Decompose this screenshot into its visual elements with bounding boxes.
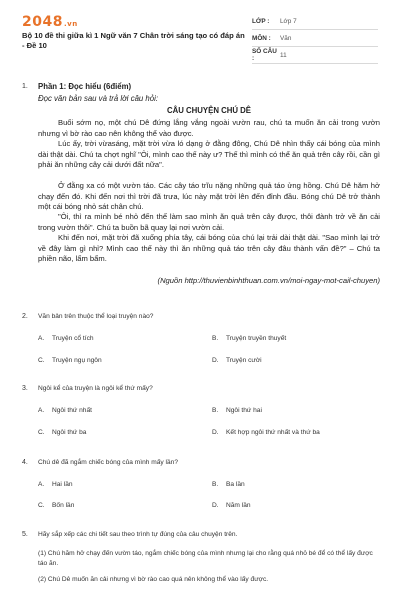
option-label: C. — [38, 357, 45, 364]
option-text: Truyện cười — [226, 357, 262, 364]
meta-key: LỚP : — [252, 17, 270, 25]
order-statement: (2) Chú Dê muốn ăn cải nhưng vì bờ rào cao quá nên không thể vào lấy được. — [38, 576, 269, 583]
story-paragraph: Lúc ấy, trời vừasáng, mặt trời vừa ló dạng ở đằng đông, Chú Dê nhìn thấy cái bóng của mình dài thật dài. Chú ta chợt nghĩ "Ôi, mình cao thế này ư? Thế thì mình có thể ăn quả trên cây rồi, cần gì phải ăn những cây cải dưới đất nữa". — [38, 139, 380, 170]
option-text: Ngôi thứ ba — [52, 429, 87, 436]
answer-option[interactable] — [38, 335, 94, 342]
site-logo[interactable] — [22, 14, 78, 30]
answer-option[interactable] — [38, 357, 102, 364]
option-label: A. — [38, 335, 45, 342]
answer-option[interactable] — [38, 481, 73, 488]
answer-option[interactable] — [212, 357, 262, 364]
option-label: D. — [212, 357, 219, 364]
option-label: D. — [212, 429, 219, 436]
story-paragraph: Ở đằng xa có một vườn táo. Các cây táo trĩu nặng những quả táo ửng hồng. Chú Dê hăm hở chạy đến đó. Khi đến nơi thì trời đã trưa, lúc này mặt trời lên đến đỉnh đầu. Bóng chú Dê trở thành một cái bóng nhỏ sát chân chú. — [38, 181, 380, 212]
question-text: Ngôi kể của truyện là ngôi kể thứ mấy? — [38, 385, 153, 392]
question-number: 5. — [22, 531, 28, 538]
question-text: Hãy sắp xếp các chi tiết sau theo trình tự đúng của câu chuyện trên. — [38, 531, 238, 538]
answer-option[interactable] — [212, 335, 286, 342]
story-paragraph: Khi đến nơi, mặt trời đã xuống phía tây, cái bóng của chú lại trải dài thật dài. "Sao mình lại trở về đây làm gì nhỉ? Mình cao thế này thì ăn những quả táo trên cây đâu thành vấn đề?" – Chú ta phiền não, lẩm bẩm. — [38, 233, 380, 264]
meta-key: MÔN : — [252, 34, 271, 42]
order-statement: (1) Chú hăm hở chạy đến vườn táo, ngắm chiếc bóng của mình nhưng lại cho rằng quá nhỏ bé để có thể lấy được táo ăn. — [38, 550, 373, 567]
question-number: 1. — [22, 83, 28, 90]
option-text: Bốn lần — [52, 502, 75, 509]
answer-option[interactable] — [212, 481, 245, 488]
option-text: Truyện truyền thuyết — [226, 335, 287, 342]
option-text: Năm lần — [226, 502, 251, 509]
question-number: 3. — [22, 385, 28, 392]
option-text: Truyện cổ tích — [52, 335, 94, 342]
story-paragraph: Buổi sớm nọ, một chú Dê đứng lắng vắng ngoài vườn rau, chú ta muốn ăn cải trong vườn nhưng vì bờ rào cao nên không thể vào được. — [38, 118, 380, 138]
option-label: B. — [212, 335, 219, 342]
option-label: A. — [38, 481, 45, 488]
option-label: A. — [38, 407, 45, 414]
option-text: Hai lần — [52, 481, 73, 488]
option-label: D. — [212, 502, 219, 509]
meta-table — [252, 13, 378, 64]
logo-suffix: .vn — [63, 20, 78, 28]
meta-value: 11 — [280, 51, 287, 59]
question-number: 2. — [22, 313, 28, 320]
question-text: Văn bản trên thuộc thể loại truyện nào? — [38, 313, 154, 320]
story-paragraph: "Ôi, thì ra mình bé nhỏ đến thế làm sao mình ăn quả trên cây được, thôi đành trở về ăn cải trong vườn thôi". Chú ta buồn bã quay lại nơi vườn cải. — [38, 212, 380, 232]
meta-row-subject — [252, 30, 378, 47]
option-label: B. — [212, 481, 219, 488]
reading-instruction: Đọc văn bản sau và trả lời câu hỏi: — [38, 94, 158, 103]
answer-option[interactable] — [212, 407, 262, 414]
option-label: C. — [38, 502, 45, 509]
meta-row-question-count — [252, 47, 378, 64]
option-text: Ba lần — [226, 481, 245, 488]
logo-text: 2048 — [22, 14, 63, 30]
story-title: CÂU CHUYỆN CHÚ DÊ — [166, 106, 252, 115]
meta-value: Văn — [280, 34, 292, 42]
question-number: 4. — [22, 459, 28, 466]
meta-key: SỐ CÂU : — [252, 48, 277, 62]
answer-option[interactable] — [38, 502, 74, 509]
meta-value: Lớp 7 — [280, 17, 297, 25]
option-label: B. — [212, 407, 219, 414]
answer-option[interactable] — [212, 502, 251, 509]
answer-option[interactable] — [38, 407, 92, 414]
answer-option[interactable] — [212, 429, 320, 436]
meta-row-class — [252, 13, 378, 30]
option-text: Ngôi thứ nhất — [52, 407, 92, 414]
answer-option[interactable] — [38, 429, 86, 436]
question-text: Chú dê đã ngắm chiếc bóng của mình mấy lần? — [38, 459, 179, 466]
document-title: Bộ 10 đề thi giữa kì 1 Ngữ văn 7 Chân trời sáng tạo có đáp án - Đề 10 — [22, 31, 245, 50]
document-header — [0, 0, 400, 78]
option-text: Truyện ngụ ngôn — [52, 357, 102, 364]
part-title: Phần 1: Đọc hiểu (6điểm) — [38, 82, 132, 91]
story-source: (Nguồn http://thuvienbinhthuan.com.vn/moi-ngay-mot-cail-chuyen) — [157, 276, 380, 285]
option-text: Kết hợp ngôi thứ nhất và thứ ba — [226, 429, 320, 436]
option-label: C. — [38, 429, 45, 436]
option-text: Ngôi thứ hai — [226, 407, 262, 414]
